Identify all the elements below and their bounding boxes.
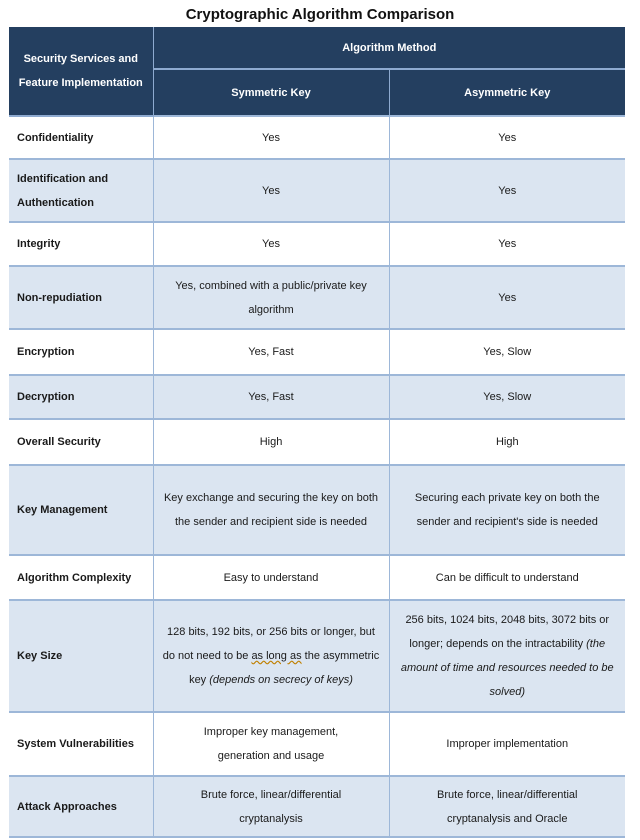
feature-cell: Key Management xyxy=(9,465,153,555)
asymmetric-cell: Can be difficult to understand xyxy=(389,555,625,600)
symmetric-cell: Yes, Fast xyxy=(153,375,389,419)
symmetric-cell: Improper key management, generation and usage xyxy=(153,712,389,776)
table-row-key-management xyxy=(9,465,625,555)
symmetric-cell: Key exchange and securing the key on both the sender and recipient side is needed xyxy=(153,465,389,555)
asymmetric-cell: Yes xyxy=(389,159,625,222)
asymmetric-cell: Brute force, linear/differential cryptanalysis and Oracle xyxy=(389,776,625,837)
asymmetric-cell: Yes xyxy=(389,116,625,159)
table-title: Cryptographic Algorithm Comparison xyxy=(185,6,455,23)
feature-cell: Key Size xyxy=(9,600,153,712)
table-row-integrity xyxy=(9,222,625,266)
feature-cell: Encryption xyxy=(9,329,153,375)
symmetric-cell: Brute force, linear/differential cryptanalysis xyxy=(153,776,389,837)
table-row-key-size xyxy=(9,600,625,712)
symmetric-note: (depends on secrecy of keys) xyxy=(209,674,353,686)
header-algorithm-method: Algorithm Method xyxy=(153,27,625,69)
feature-cell: System Vulnerabilities xyxy=(9,712,153,776)
feature-cell: Non-repudiation xyxy=(9,266,153,329)
table-row-system-vulnerabilities xyxy=(9,712,625,776)
table-row-attack-approaches xyxy=(9,776,625,837)
table-row-decryption xyxy=(9,375,625,419)
asymmetric-cell: Yes, Slow xyxy=(389,329,625,375)
table-row-identification xyxy=(9,159,625,222)
feature-cell: Identification and Authentication xyxy=(9,159,153,222)
table-row-algorithm-complexity xyxy=(9,555,625,600)
table-row-confidentiality xyxy=(9,116,625,159)
symmetric-text-a: 128 bits, 192 bits, or 256 bits or longer, but do not need to be xyxy=(162,626,375,662)
asymmetric-note: (the amount of time and resources needed to be solved) xyxy=(400,638,614,698)
asymmetric-cell: Yes xyxy=(389,266,625,329)
table-row-encryption xyxy=(9,329,625,375)
feature-cell: Decryption xyxy=(9,375,153,419)
feature-cell: Overall Security xyxy=(9,419,153,465)
symmetric-cell xyxy=(153,600,389,712)
spellcheck-underlined-text: as long as xyxy=(251,650,302,662)
header-feature-column: Security Services and Feature Implementation xyxy=(9,27,153,116)
asymmetric-cell: Yes, Slow xyxy=(389,375,625,419)
symmetric-cell: Yes, Fast xyxy=(153,329,389,375)
symmetric-text-c: the asymmetric key xyxy=(189,650,380,686)
symmetric-cell: Easy to understand xyxy=(153,555,389,600)
feature-cell: Algorithm Complexity xyxy=(9,555,153,600)
symmetric-cell: Yes xyxy=(153,116,389,159)
asymmetric-cell xyxy=(389,600,625,712)
symmetric-cell: Yes, combined with a public/private key algorithm xyxy=(153,266,389,329)
feature-cell: Confidentiality xyxy=(9,116,153,159)
feature-cell: Integrity xyxy=(9,222,153,266)
symmetric-cell: High xyxy=(153,419,389,465)
asymmetric-text: 256 bits, 1024 bits, 2048 bits, 3072 bits or longer; depends on the intractability xyxy=(405,614,610,650)
comparison-table xyxy=(9,27,625,838)
asymmetric-cell: Securing each private key on both the sender and recipient's side is needed xyxy=(389,465,625,555)
asymmetric-cell: Improper implementation xyxy=(389,712,625,776)
table-row-overall-security xyxy=(9,419,625,465)
header-asymmetric-key: Asymmetric Key xyxy=(389,69,625,116)
symmetric-cell: Yes xyxy=(153,159,389,222)
table-row-non-repudiation xyxy=(9,266,625,329)
feature-cell: Attack Approaches xyxy=(9,776,153,837)
header-symmetric-key: Symmetric Key xyxy=(153,69,389,116)
asymmetric-cell: High xyxy=(389,419,625,465)
symmetric-cell: Yes xyxy=(153,222,389,266)
asymmetric-cell: Yes xyxy=(389,222,625,266)
